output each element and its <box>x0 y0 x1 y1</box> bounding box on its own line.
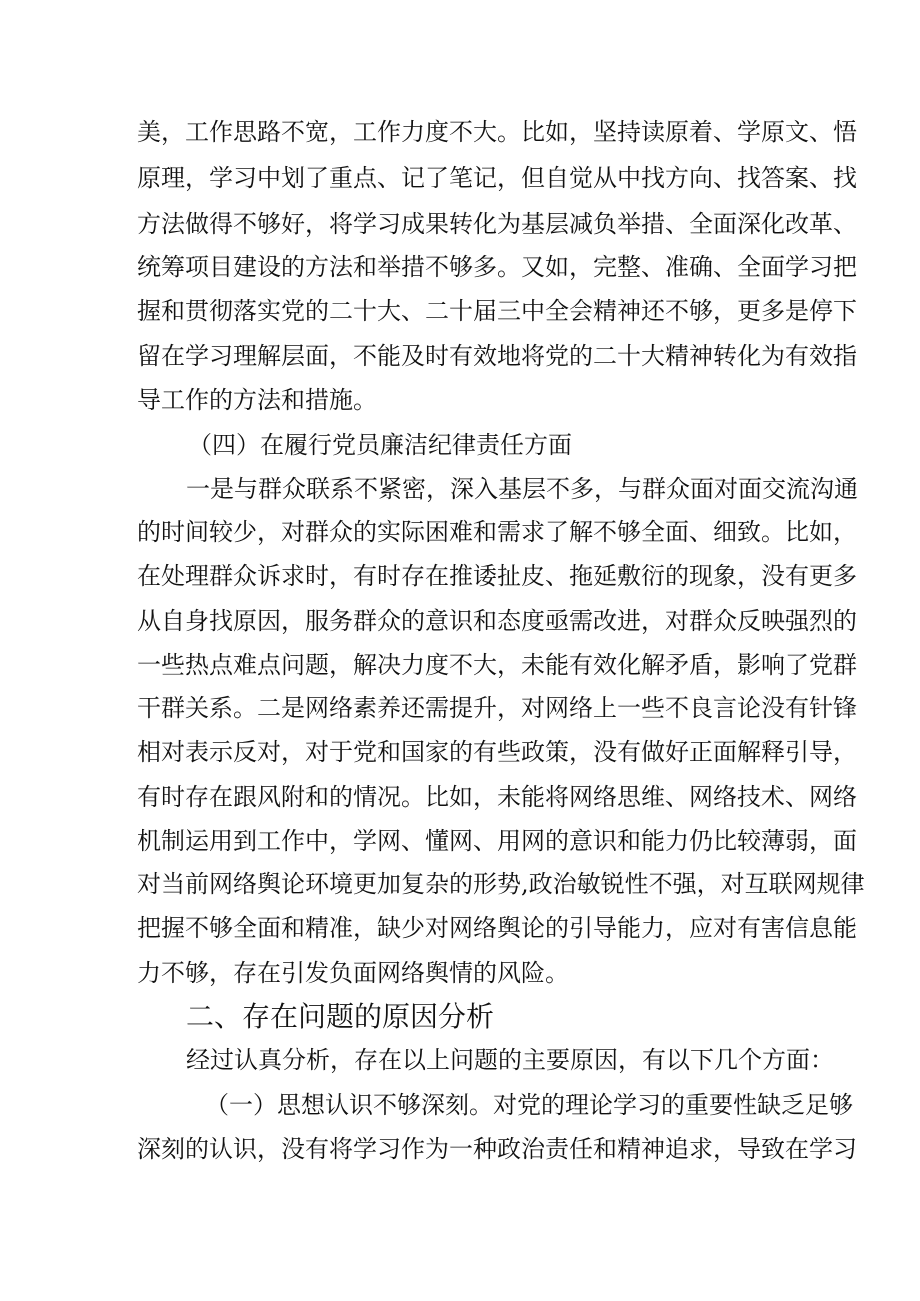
text-line <box>0 378 920 422</box>
text-line-content: 原理，学习中划了重点、记了笔记，但自觉从中找方向、找答案、找 <box>137 164 857 192</box>
text-line-content: 经过认真分析，存在以上问题的主要原因，有以下几个方面： <box>186 1046 834 1074</box>
text-line <box>0 1038 920 1082</box>
text-line <box>0 202 920 246</box>
text-line-content: 握和贯彻落实党的二十大、二十届三中全会精神还不够，更多是停下 <box>137 297 857 325</box>
text-line-content: 统筹项目建设的方法和举措不够多。又如，完整、准确、全面学习把 <box>137 253 857 281</box>
text-line-content: 一些热点难点问题，解决力度不大，未能有效化解矛盾，影响了党群 <box>137 651 857 679</box>
text-line-content: 相对表示反对，对于党和国家的有些政策，没有做好正面解释引导， <box>137 738 857 766</box>
text-line-content: 干群关系。二是网络素养还需提升，对网络上一些不良言论没有针锋 <box>137 694 857 722</box>
text-line <box>0 245 920 289</box>
text-line <box>0 775 920 819</box>
text-line-content: 从自身找原因，服务群众的意识和态度亟需改进，对群众反映强烈的 <box>137 607 857 635</box>
text-line-content: 对当前网络舆论环境更加复杂的形势,政治敏锐性不强，对互联网规律 <box>137 870 865 898</box>
text-line <box>0 862 920 906</box>
text-line-content: 的时间较少，对群众的实际困难和需求了解不够全面、细致。比如， <box>137 518 857 546</box>
text-line-content: 深刻的认识，没有将学习作为一种政治责任和精神追求，导致在学习 <box>137 1135 857 1163</box>
text-line <box>0 110 920 154</box>
text-line <box>0 510 920 554</box>
text-line <box>0 906 920 950</box>
text-line <box>0 686 920 730</box>
text-line-content: 把握不够全面和精准，缺少对网络舆论的引导能力，应对有害信息能 <box>137 914 857 942</box>
text-line <box>0 467 920 511</box>
text-line-content: 力不够，存在引发负面网络舆情的风险。 <box>137 959 569 987</box>
text-line <box>0 599 920 643</box>
section-heading <box>0 995 920 1039</box>
text-line <box>0 289 920 333</box>
text-line-content: （一）思想认识不够深刻。对党的理论学习的重要性缺乏足够 <box>205 1091 853 1119</box>
text-line-content: 方法做得不够好，将学习成果转化为基层减负举措、全面深化改革、 <box>137 210 857 238</box>
text-line <box>0 1127 920 1171</box>
text-line <box>0 951 920 995</box>
text-line-content: 机制运用到工作中，学网、懂网、用网的意识和能力仍比较薄弱，面 <box>137 827 857 855</box>
text-line <box>0 334 920 378</box>
text-line-content: 美，工作思路不宽，工作力度不大。比如，坚持读原着、学原文、悟 <box>137 118 857 146</box>
section-subheading <box>0 423 920 467</box>
text-line-content: 导工作的方法和措施。 <box>137 386 377 414</box>
text-line <box>0 1083 920 1127</box>
text-line-content: 有时存在跟风附和的情况。比如，未能将网络思维、网络技术、网络 <box>137 783 857 811</box>
text-line <box>0 730 920 774</box>
text-line-content: 留在学习理解层面，不能及时有效地将党的二十大精神转化为有效指 <box>137 342 857 370</box>
text-line <box>0 156 920 200</box>
text-line <box>0 819 920 863</box>
text-line <box>0 554 920 598</box>
text-line-content: 一是与群众联系不紧密，深入基层不多，与群众面对面交流沟通 <box>186 475 858 503</box>
section-heading-text: 二、存在问题的原因分析 <box>186 1000 495 1033</box>
text-line <box>0 643 920 687</box>
section-subheading-text: （四）在履行党员廉洁纪律责任方面 <box>188 431 572 459</box>
text-line-content: 在处理群众诉求时，有时存在推诿扯皮、拖延敷衍的现象，没有更多 <box>137 562 857 590</box>
